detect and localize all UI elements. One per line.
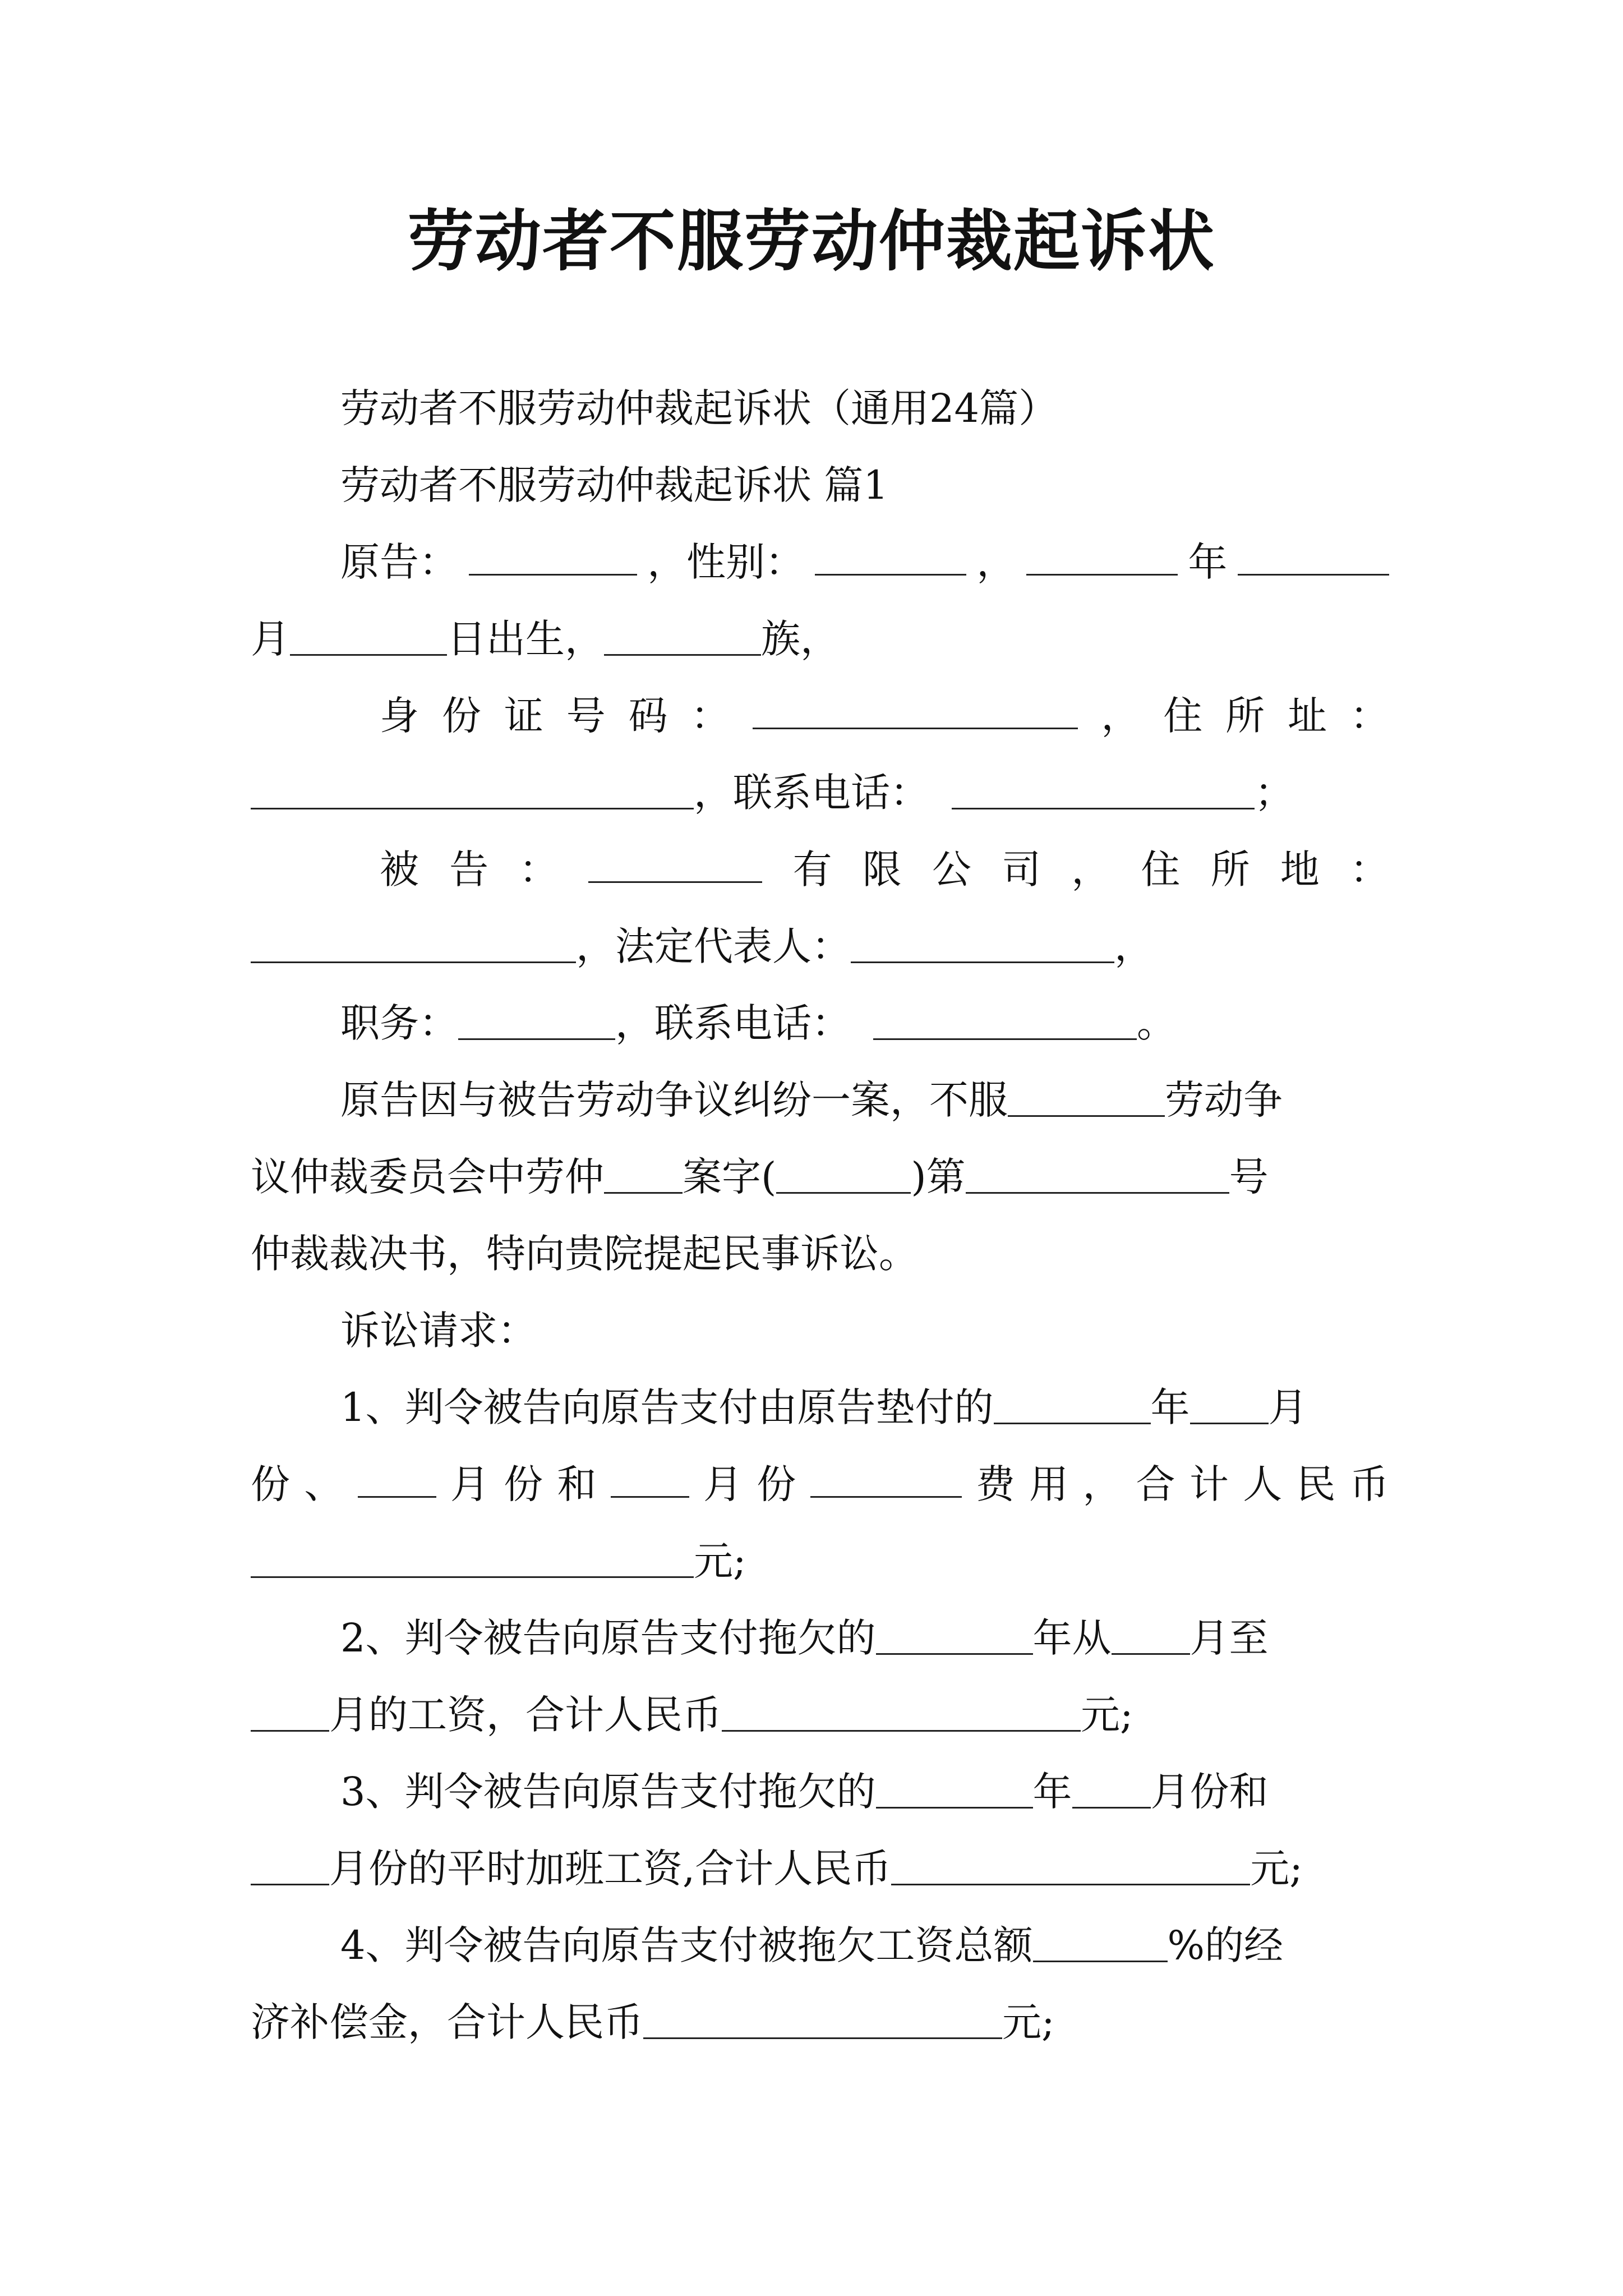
char: 证 bbox=[504, 693, 543, 739]
yuan-text: 元; bbox=[694, 1538, 746, 1584]
char: 所 bbox=[1225, 693, 1265, 739]
plaintiff-line-2 bbox=[251, 601, 1389, 678]
claim-2-year-blank bbox=[876, 1614, 1033, 1655]
char: 址 bbox=[1288, 693, 1327, 739]
arbitration-committee-blank bbox=[1008, 1076, 1165, 1117]
claim-4-text-2: %的经 bbox=[1167, 1922, 1284, 1968]
claim-1-month-blank-3 bbox=[611, 1457, 689, 1498]
char: 月 bbox=[450, 1461, 490, 1507]
char: 所 bbox=[1210, 846, 1250, 892]
char: 身 bbox=[380, 693, 419, 739]
char: 住 bbox=[1163, 693, 1203, 739]
claim-1-line-1 bbox=[251, 1369, 1389, 1446]
gender-blank bbox=[815, 535, 966, 576]
document-title: 劳动者不服劳动仲裁起诉状 bbox=[407, 202, 1215, 280]
claim-3-text-3: 月份的平时加班工资,合计人民币 bbox=[329, 1846, 892, 1892]
char: 码 bbox=[628, 693, 668, 739]
legal-rep-blank bbox=[851, 922, 1114, 963]
year-text: 年 bbox=[1150, 1384, 1190, 1430]
section-heading: 劳动者不服劳动仲裁起诉状 篇1 bbox=[340, 462, 888, 508]
char: ， bbox=[1101, 693, 1141, 739]
char: 被 bbox=[380, 846, 419, 892]
comma-text: ， bbox=[1114, 923, 1154, 969]
phone-label-2: ，联系电话： bbox=[615, 1000, 851, 1046]
claim-2-month-blank-2 bbox=[251, 1691, 329, 1732]
position-line bbox=[251, 985, 1389, 1062]
year-text: 年 bbox=[1032, 1769, 1072, 1815]
char: 有 bbox=[792, 846, 832, 892]
char: ： bbox=[1349, 693, 1389, 739]
char: ， bbox=[1082, 1461, 1122, 1507]
case-text-2: 劳动争 bbox=[1165, 1077, 1283, 1123]
char: 和 bbox=[557, 1461, 597, 1507]
claim-3-year-blank bbox=[876, 1768, 1033, 1809]
claim-3-month-blank-2 bbox=[251, 1844, 329, 1885]
claim-4-text: 4、判令被告向原告支付被拖欠工资总额 bbox=[340, 1922, 1033, 1968]
case-text-1: 原告因与被告劳动争议纠纷一案，不服 bbox=[340, 1077, 1008, 1123]
char: 用 bbox=[1029, 1461, 1069, 1507]
claim-2-text: 2、判令被告向原告支付拖欠的 bbox=[340, 1615, 876, 1661]
case-text-7: 仲裁裁决书，特向贵院提起民事诉讼。 bbox=[251, 1231, 918, 1277]
birth-year-blank bbox=[1026, 535, 1178, 576]
claim-4-line-1 bbox=[251, 1907, 1389, 1984]
case-year-blank bbox=[776, 1153, 911, 1194]
claim-2-line-2 bbox=[251, 1677, 1389, 1754]
char: 月 bbox=[703, 1461, 743, 1507]
ethnicity-text: 族， bbox=[761, 616, 840, 662]
month-text: 月 bbox=[251, 616, 290, 662]
claims-heading: 诉讼请求： bbox=[340, 1308, 537, 1354]
plaintiff-line-1 bbox=[251, 524, 1389, 601]
claim-1-text: 1、判令被告向原告支付由原告垫付的 bbox=[340, 1384, 994, 1430]
claim-3-month-blank bbox=[1072, 1768, 1151, 1809]
phone-blank-2 bbox=[873, 999, 1137, 1040]
case-line-2 bbox=[251, 1139, 1389, 1216]
claim-3-text: 3、判令被告向原告支付拖欠的 bbox=[340, 1769, 876, 1815]
claim-2-amount-blank bbox=[722, 1691, 1081, 1732]
case-text-6: 号 bbox=[1229, 1154, 1269, 1200]
case-text-5: )第 bbox=[911, 1154, 966, 1200]
claims-heading-line bbox=[251, 1292, 1389, 1369]
char: 司 bbox=[1002, 846, 1041, 892]
legal-rep-label: ，法定代表人： bbox=[576, 923, 851, 969]
period-text: 。 bbox=[1137, 1000, 1176, 1046]
claim-4-text-3: 济补偿金，合计人民币 bbox=[251, 1999, 643, 2045]
claim-1-amount-blank bbox=[251, 1537, 694, 1578]
ethnicity-blank bbox=[604, 615, 761, 656]
address-blank bbox=[251, 769, 694, 809]
claim-1-fee-blank bbox=[810, 1457, 962, 1498]
claim-3-amount-blank bbox=[891, 1844, 1250, 1885]
case-number-blank bbox=[966, 1153, 1229, 1194]
char: 地 bbox=[1280, 846, 1320, 892]
position-label: 职务： bbox=[340, 1000, 458, 1046]
id-number-line bbox=[251, 678, 1389, 754]
char: 份 bbox=[251, 1461, 290, 1507]
char: 限 bbox=[862, 846, 902, 892]
case-prefix-blank bbox=[604, 1153, 683, 1194]
char: 份 bbox=[441, 693, 481, 739]
claim-2-text-2: 年从 bbox=[1032, 1615, 1112, 1661]
claim-3-line-1 bbox=[251, 1754, 1389, 1830]
char: 民 bbox=[1296, 1461, 1336, 1507]
company-address-blank bbox=[251, 922, 576, 963]
plaintiff-label: 原告： bbox=[340, 539, 458, 585]
case-text-4: 案字( bbox=[683, 1154, 777, 1200]
claim-2-text-4: 月的工资，合计人民币 bbox=[329, 1692, 722, 1738]
claim-1-line-2 bbox=[251, 1446, 1389, 1523]
char: ： bbox=[519, 846, 559, 892]
char: ， bbox=[1071, 846, 1111, 892]
char: 份 bbox=[757, 1461, 796, 1507]
char: 计 bbox=[1189, 1461, 1229, 1507]
case-text-3: 议仲裁委员会中劳仲 bbox=[251, 1154, 604, 1200]
char: 份 bbox=[504, 1461, 543, 1507]
claim-4-line-2 bbox=[251, 1984, 1389, 2061]
claim-4-amount-blank bbox=[643, 1998, 1002, 2039]
char: 合 bbox=[1136, 1461, 1175, 1507]
plaintiff-name-blank bbox=[469, 535, 637, 576]
birth-day-blank bbox=[290, 615, 447, 656]
claim-4-percent-blank bbox=[1033, 1921, 1168, 1962]
char: ： bbox=[1349, 846, 1389, 892]
claim-1-line-3 bbox=[251, 1523, 1389, 1600]
char: 住 bbox=[1141, 846, 1181, 892]
birth-text: 日出生， bbox=[447, 616, 604, 662]
company-name-blank bbox=[588, 842, 762, 883]
char: ： bbox=[690, 693, 730, 739]
yuan-text: 元; bbox=[1081, 1692, 1133, 1738]
comma-text: ， bbox=[976, 539, 1016, 585]
gender-label: ，性别： bbox=[647, 539, 805, 585]
claim-3-text-2: 月份和 bbox=[1150, 1769, 1269, 1815]
section-heading-line bbox=[251, 447, 1389, 524]
legal-rep-line bbox=[251, 908, 1389, 985]
char: 号 bbox=[566, 693, 606, 739]
char: 费 bbox=[975, 1461, 1015, 1507]
char: 币 bbox=[1349, 1461, 1389, 1507]
subtitle-line bbox=[251, 370, 1389, 447]
semicolon-text: ； bbox=[1255, 770, 1294, 816]
yuan-text: 元; bbox=[1250, 1846, 1303, 1892]
phone-blank bbox=[952, 769, 1255, 809]
month-text: 月 bbox=[1268, 1384, 1308, 1430]
birth-month-blank bbox=[1238, 535, 1389, 576]
id-number-blank bbox=[753, 688, 1078, 729]
position-blank bbox=[458, 999, 615, 1040]
claim-2-text-3: 月至 bbox=[1189, 1615, 1269, 1661]
subtitle: 劳动者不服劳动仲裁起诉状（通用24篇） bbox=[340, 385, 1058, 431]
phone-label: ，联系电话： bbox=[694, 770, 929, 816]
claim-2-line-1 bbox=[251, 1600, 1389, 1677]
char: 人 bbox=[1243, 1461, 1283, 1507]
claim-1-year-blank bbox=[994, 1383, 1151, 1424]
document-body bbox=[251, 370, 1389, 2061]
char: 告 bbox=[449, 846, 489, 892]
address-phone-line bbox=[251, 754, 1389, 831]
char: 、 bbox=[304, 1461, 344, 1507]
claim-1-month-blank bbox=[1190, 1383, 1269, 1424]
claim-3-line-2 bbox=[251, 1830, 1389, 1907]
yuan-text: 元; bbox=[1002, 1999, 1055, 2045]
case-line-1 bbox=[251, 1062, 1389, 1139]
year-text: 年 bbox=[1188, 539, 1228, 585]
char: 公 bbox=[932, 846, 971, 892]
defendant-line bbox=[251, 831, 1389, 908]
claim-1-month-blank-2 bbox=[358, 1457, 436, 1498]
claim-2-month-blank bbox=[1112, 1614, 1190, 1655]
case-line-3 bbox=[251, 1216, 1389, 1292]
